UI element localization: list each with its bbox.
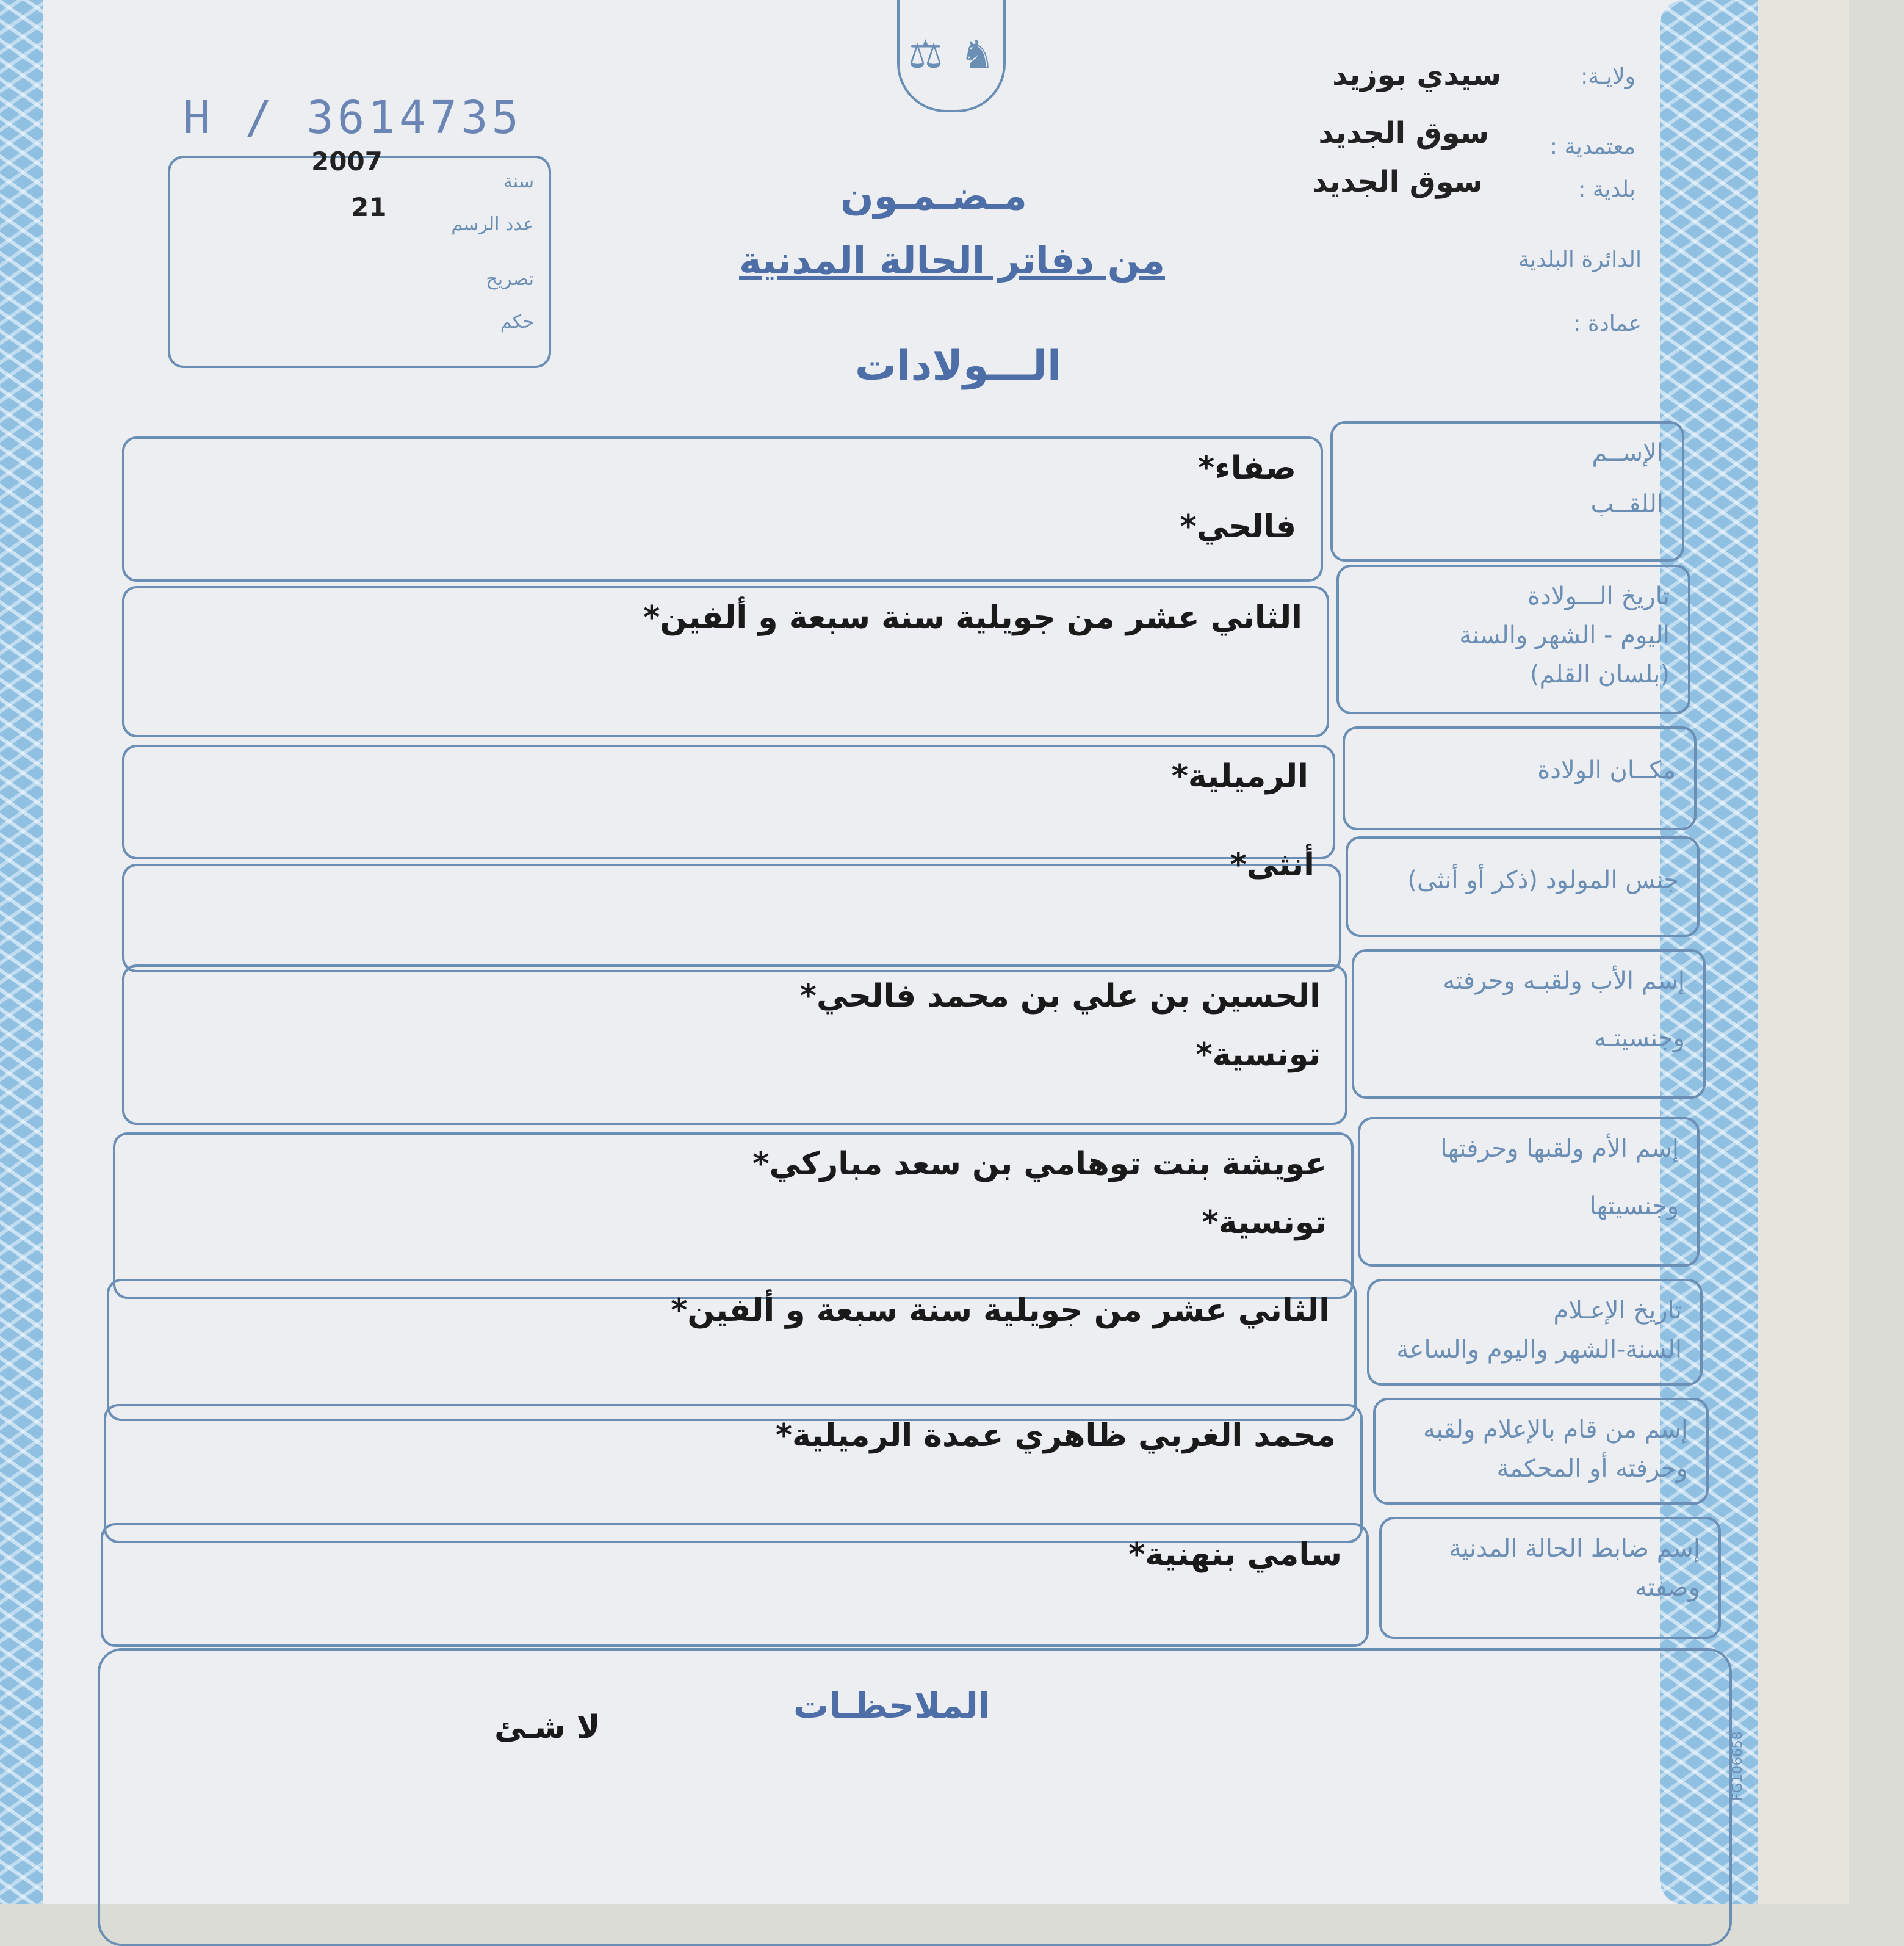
birth-place-label: مكــان الولادة [1537,756,1676,784]
decorative-left-border [0,0,43,1904]
declaration-date-value: الثاني عشر من جويلية سنة سبعة و ألفين* [671,1292,1330,1329]
lion-icon: ♞ [959,32,995,78]
birth-date-format-label: اليوم - الشهر والسنة [1459,621,1670,649]
declaration-date-value-box [107,1279,1357,1421]
father-label: إسم الأب ولقبـه وحرفته [1443,967,1685,995]
mootamadia-value: سوق الجديد [1318,116,1489,150]
declaration-date-label: تاريخ الإعـلام [1553,1297,1682,1325]
registers-subtitle: من دفاتر الحالة المدنية [739,238,1165,283]
baladia-label: بلدية : [1578,177,1635,202]
baladia-value: سوق الجديد [1312,165,1483,199]
birth-date-label-box [1336,565,1690,714]
declaration-date-format-label: السنة-الشهر واليوم والساعة [1396,1336,1682,1364]
background-surface [1758,0,1849,1904]
name-surname-value-box [122,436,1323,582]
declarant-value-box [104,1404,1363,1543]
wilaya-label: ولايـة: [1581,64,1635,89]
birth-date-label: تاريخ الـــولادة [1527,582,1670,610]
officer-label: إسم ضابط الحالة المدنية [1449,1535,1700,1563]
extract-title: مـضـمـون [840,174,1027,219]
registration-info-box [168,156,551,368]
declaration-label: تصريح [486,269,534,290]
notes-value: لا شـئ [494,1709,600,1746]
birth-place-label-box [1343,726,1697,830]
sex-value-box [122,847,1341,972]
judgment-label: حكم [500,311,534,333]
birth-date-value: الثاني عشر من جويلية سنة سبعة و ألفين* [643,599,1302,636]
surname-value: فالحي* [1180,508,1296,545]
father-nationality-label: وجنسيتـه [1593,1024,1685,1052]
officer-label-box [1379,1517,1721,1639]
daira-label: الدائرة البلدية [1518,247,1642,272]
surname-label: اللقــب [1590,490,1664,518]
mother-label-box [1358,1117,1700,1267]
record-number-label: عدد الرسم [451,214,534,235]
record-number-value: 21 [351,192,387,222]
declarant-label-box [1373,1398,1709,1505]
mother-nationality-value: تونسية* [1202,1204,1327,1241]
birth-place-value: الرميلية* [1171,758,1308,795]
year-value: 2007 [311,146,383,176]
form-code: FG106658 [1730,1731,1745,1801]
declarant-value: محمد الغربي ظاهري عمدة الرميلية* [775,1417,1336,1454]
birth-date-value-box [122,586,1329,737]
mother-name-value: عويشة بنت توهامي بن سعد مباركي* [752,1146,1327,1182]
sex-label: جنس المولود (ذكر أو أنثى) [1407,866,1679,894]
serial-number: H / 3614735 [183,92,523,144]
sex-label-box [1346,836,1700,937]
mother-nationality-label: وجنسيتها [1589,1192,1679,1220]
birth-date-words-label: (بلسان القلم) [1530,660,1670,689]
mother-value-box [113,1132,1354,1299]
year-label: سنة [503,171,534,192]
wilaya-value: سيدي بوزيد [1332,58,1501,92]
father-nationality-value: تونسية* [1195,1036,1321,1073]
notes-title: الملاحظـات [793,1685,990,1726]
declarant-occupation-label: وحرفته أو المحكمة [1496,1455,1688,1483]
mootamadia-label: معتمدية : [1549,134,1635,159]
given-name-label: الإســم [1592,439,1664,467]
births-heading: الـــولادات [854,342,1062,390]
declaration-date-label-box [1367,1279,1703,1386]
father-name-value: الحسين بن علي بن محمد فالحي* [799,978,1321,1015]
name-surname-label-box [1330,421,1684,562]
officer-title-label: وصفته [1634,1574,1700,1602]
given-name-value: صفاء* [1198,450,1296,486]
sex-value: أنثى* [1230,847,1314,883]
coat-of-arms-emblem [897,0,1006,112]
father-value-box [122,964,1347,1125]
declarant-label: إسم من قام بالإعلام ولقبه [1423,1416,1688,1444]
mother-label: إسم الأم ولقبها وحرفتها [1440,1135,1679,1163]
father-label-box [1352,949,1706,1099]
officer-value-box [101,1523,1369,1647]
scales-icon: ⚖ [907,32,943,78]
omada-label: عمادة : [1573,311,1642,336]
officer-value: سامي بنهنية* [1128,1536,1342,1573]
